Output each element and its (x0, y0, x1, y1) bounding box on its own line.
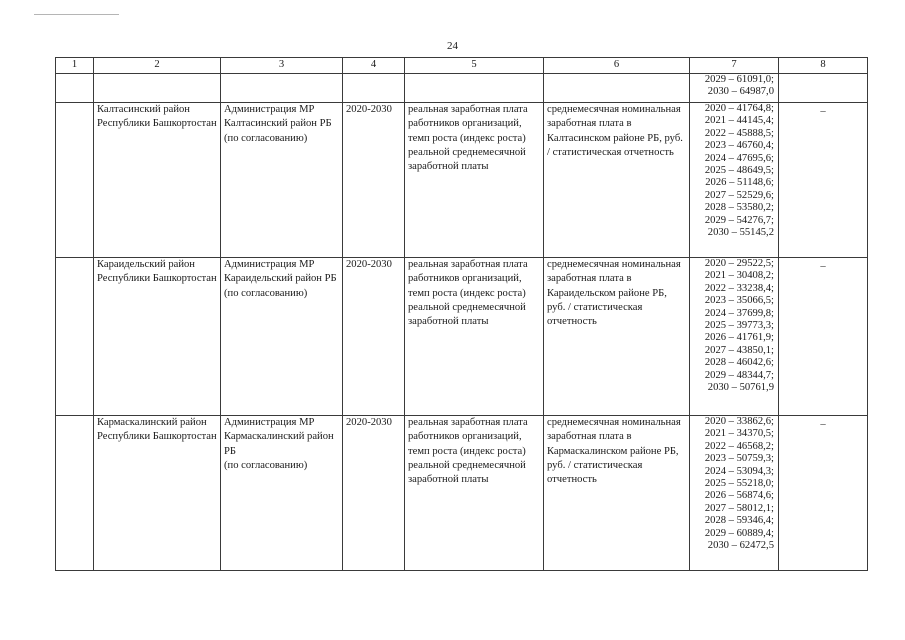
cell-col8 (779, 103, 868, 258)
cell-measure: среднемесячная номинальная заработная плата в Караидельском районе РБ, руб. / статистическая отчетность (544, 258, 690, 416)
cell-empty (405, 74, 544, 103)
cell-administration: Администрация МР Калтасинский район РБ (по согласованию) (221, 103, 343, 258)
dash-mark: – (820, 261, 826, 272)
cell-period: 2020-2030 (343, 416, 405, 571)
cell-indicator: реальная заработная плата работников организаций, темп роста (индекс роста) реальной среднемесячной заработной платы (405, 258, 544, 416)
value-line: 2026 – 51148,6; (705, 177, 774, 189)
value-line: 2022 – 45888,5; (704, 127, 774, 139)
value-line: 2029 – 48344,7; (704, 369, 774, 381)
value-line: 2029 – 54276,7; (704, 214, 774, 226)
cell-values (690, 416, 779, 571)
header-row (56, 58, 868, 74)
header-cell: 7 (690, 58, 779, 74)
value-line: 2025 – 48649,5; (704, 164, 774, 176)
cell-district: Кармаскалинский район Республики Башкортостан (94, 416, 221, 571)
value-line: 2029 – 61091,0; (704, 74, 774, 85)
cell-empty (779, 74, 868, 103)
value-line: 2026 – 56874,6; (704, 490, 774, 502)
scan-artifact-line (34, 14, 119, 16)
header-cell: 3 (221, 58, 343, 74)
value-line: 2024 – 47695,6; (704, 152, 774, 164)
value-line: 2027 – 43850,1; (704, 344, 774, 356)
cell-indicator: реальная заработная плата работников организаций, темп роста (индекс роста) реальной среднемесячной заработной платы (405, 416, 544, 571)
value-line: 2023 – 35066,5; (704, 295, 774, 307)
value-line: 2021 – 44145,4; (704, 115, 774, 127)
cell-period: 2020-2030 (343, 103, 405, 258)
cell-measure: среднемесячная номинальная заработная плата в Кармаскалинском районе РБ, руб. / статистическая отчетность (544, 416, 690, 571)
value-line: 2023 – 50759,3; (704, 453, 774, 465)
value-line: 2023 – 46760,4; (704, 140, 774, 152)
cell-administration: Администрация МР Караидельский район РБ (по согласованию) (221, 258, 343, 416)
table-row (56, 103, 868, 258)
value-line: 2020 – 33862,6; (704, 416, 774, 427)
cell-empty (544, 74, 690, 103)
value-line: 2021 – 34370,5; (704, 428, 774, 440)
table-row (56, 258, 868, 416)
value-line: 2021 – 30408,2; (704, 270, 774, 282)
value-line: 2027 – 58012,1; (704, 502, 774, 514)
cell-district: Караидельский район Республики Башкортостан (94, 258, 221, 416)
table-row (56, 416, 868, 571)
header-cell: 4 (343, 58, 405, 74)
value-line: 2028 – 53580,2; (704, 202, 774, 214)
dash-mark: – (820, 419, 826, 430)
value-line: 2020 – 29522,5; (704, 258, 774, 269)
header-cell: 5 (405, 58, 544, 74)
cell-col8 (779, 258, 868, 416)
value-line: 2024 – 37699,8; (704, 307, 774, 319)
cell-values (690, 74, 779, 103)
value-line: 2030 – 50761,9 (707, 381, 774, 393)
header-cell: 2 (94, 58, 221, 74)
value-line: 2028 – 46042,6; (704, 357, 774, 369)
value-line: 2029 – 60889,4; (704, 527, 774, 539)
cell-number (56, 258, 94, 416)
value-line: 2022 – 33238,4; (704, 282, 774, 294)
cell-values (690, 103, 779, 258)
cell-period: 2020-2030 (343, 258, 405, 416)
continuation-row (56, 74, 868, 103)
header-cell: 8 (779, 58, 868, 74)
value-line: 2030 – 64987,0 (707, 86, 774, 98)
header-cell: 6 (544, 58, 690, 74)
cell-col8 (779, 416, 868, 571)
cell-empty (56, 74, 94, 103)
value-line: 2027 – 52529,6; (704, 189, 774, 201)
cell-empty (343, 74, 405, 103)
cell-empty (221, 74, 343, 103)
value-line: 2028 – 59346,4; (704, 515, 774, 527)
value-line: 2022 – 46568,2; (704, 440, 774, 452)
cell-measure: среднемесячная номинальная заработная плата в Калтасинском районе РБ, руб. / статистическая отчетность (544, 103, 690, 258)
cell-district: Калтасинский район Республики Башкортостан (94, 103, 221, 258)
value-line: 2024 – 53094,3; (704, 465, 774, 477)
cell-administration: Администрация МР Кармаскалинский район РБ (по согласованию) (221, 416, 343, 571)
dash-mark: – (820, 106, 826, 117)
header-cell: 1 (56, 58, 94, 74)
cell-empty (94, 74, 221, 103)
value-line: 2025 – 39773,3; (704, 319, 774, 331)
cell-number (56, 103, 94, 258)
value-line: 2020 – 41764,8; (704, 103, 774, 114)
indicators-table (55, 57, 868, 571)
value-line: 2030 – 55145,2 (707, 226, 774, 238)
page-number: 24 (447, 40, 458, 52)
cell-number (56, 416, 94, 571)
cell-indicator: реальная заработная плата работников организаций, темп роста (индекс роста) реальной среднемесячной заработной платы (405, 103, 544, 258)
cell-values (690, 258, 779, 416)
value-line: 2026 – 41761,9; (704, 332, 774, 344)
value-line: 2025 – 55218,0; (704, 477, 774, 489)
value-line: 2030 – 62472,5 (707, 539, 774, 551)
